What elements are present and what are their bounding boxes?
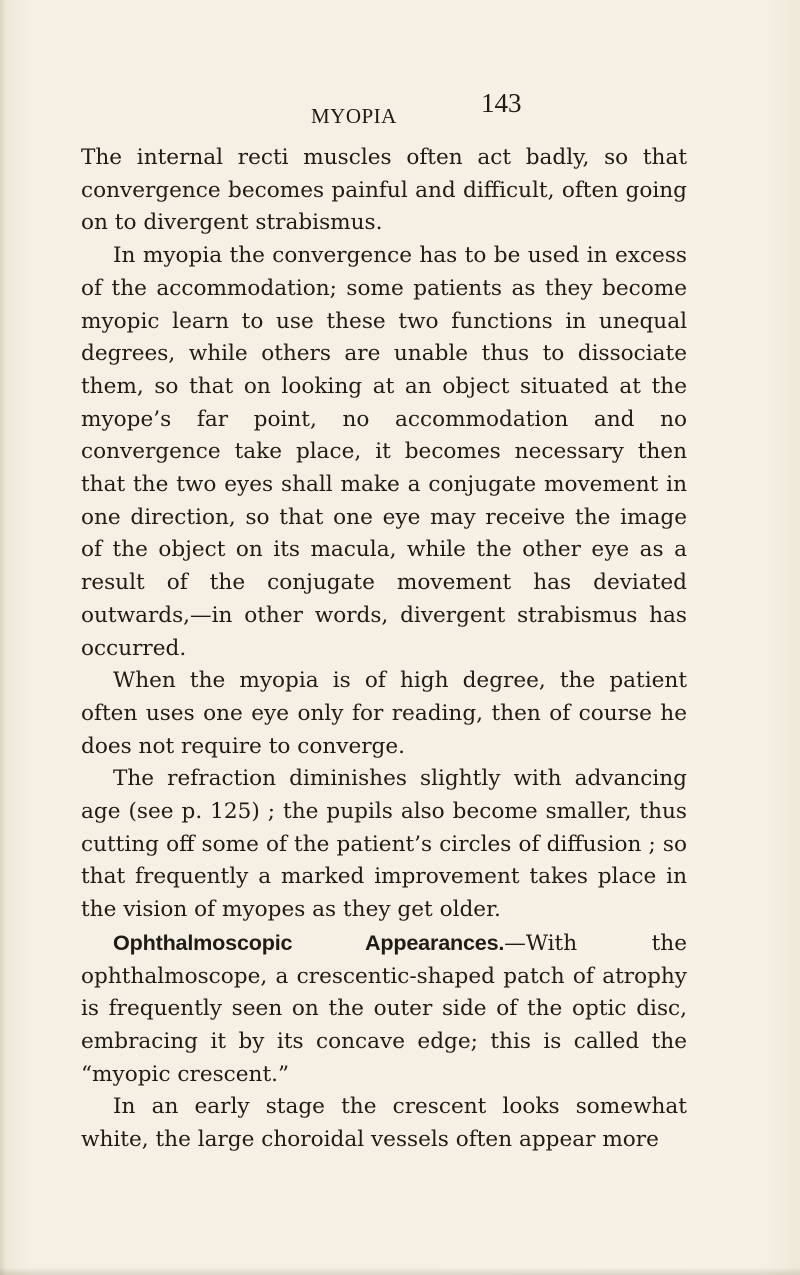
body-text [81,142,687,1157]
paragraph-3: When the myopia is of high degree, the patient often uses one eye only for reading, then of course he does not require to converge. [81,668,687,759]
page-bottom-shadow [0,1267,800,1275]
section-heading: Ophthalmoscopic Appearances. [113,929,505,955]
paragraph-5-text: —With the ophthalmoscope, a crescentic-shaped patch of atrophy is frequently seen on the outer side of the optic disc, embracing it by its concave edge; this is called the “myopic crescent.” [81,930,687,1087]
paragraph-2: In myopia the convergence has to be used in excess of the accommodation; some patients as they become myopic learn to use these two functions in unequal degrees, while others are unable thus to dissociate them, so that on looking at an object situated at the myope’s far point, no accommodation and no convergence take place, it becomes necessary then that the two eyes shall make a conjugate movement in one direction, so that one eye may receive the image of the object on its macula, while the other eye as a result of the conjugate movement has deviated outwards,—in other words, divergent strabismus has occurred. [81,243,687,661]
paragraph-5 [81,927,687,1092]
page-number: 143 [481,88,522,118]
page-header [0,88,800,128]
page-gutter-edge [0,0,6,1275]
paragraph-6: In an early stage the crescent looks somewhat white, the large choroidal vessels often appear more [81,1094,687,1153]
paragraph-4: The refraction diminishes slightly with advancing age (see p. 125) ; the pupils also become smaller, thus cutting off some of the patient’s circles of diffusion ; so that frequently a marked improvement takes place in the vision of myopes as they get older. [81,766,687,923]
running-head: MYOPIA [311,104,397,128]
paragraph-1: The internal recti muscles often act badly, so that convergence becomes painful and difficult, often going on to divergent strabismus. [81,145,687,236]
